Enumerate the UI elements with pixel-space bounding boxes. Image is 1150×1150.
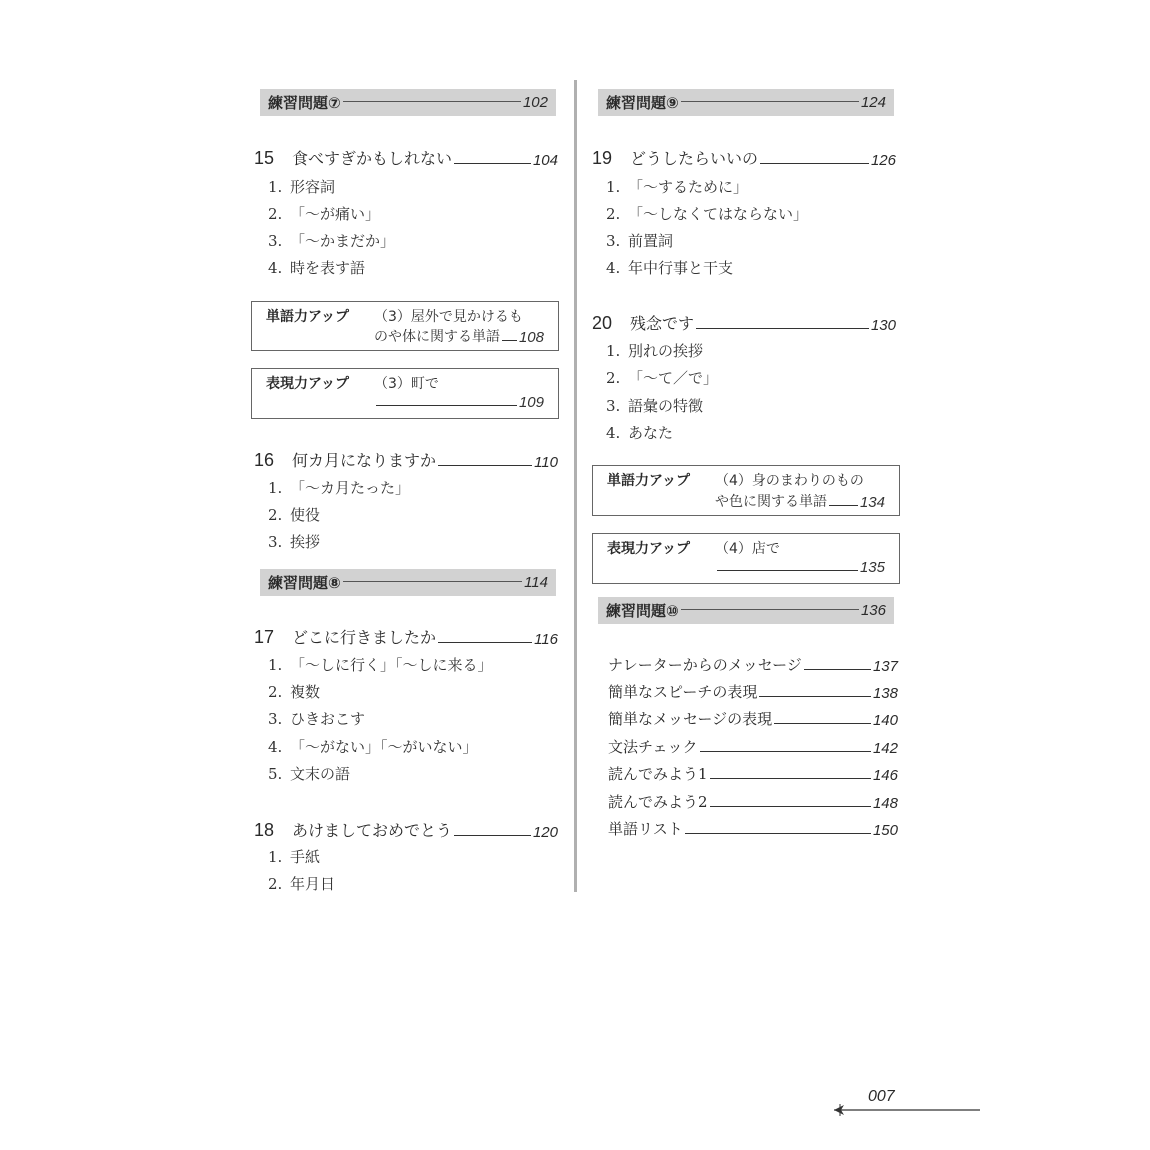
- page-number: 110: [534, 454, 558, 471]
- box-entry-line: や色に関する単語 134: [715, 494, 885, 511]
- chapter-16-heading[interactable]: [254, 448, 558, 471]
- appendix-entry[interactable]: 文法チェック 142: [608, 738, 898, 757]
- list-item: 2. 「～しなくてはならない」: [606, 205, 809, 223]
- list-item: 2. 「～が痛い」: [268, 205, 381, 223]
- list-item: 4. 時を表す語: [268, 259, 366, 277]
- chapter-20-heading[interactable]: [592, 311, 896, 334]
- dot-leader: [696, 328, 869, 329]
- box-text: （4）身のまわりのもの: [715, 473, 864, 489]
- dot-leader: [760, 163, 869, 164]
- page-number: 116: [534, 631, 558, 648]
- chapter-number: 20: [592, 313, 613, 333]
- dot-leader: [454, 163, 531, 164]
- box-text: （3）町で: [374, 376, 439, 392]
- list-item: 4. あなた: [606, 424, 674, 442]
- chapter-15-heading[interactable]: [254, 146, 558, 169]
- list-item: 1. 別れの挨拶: [606, 342, 704, 360]
- page-number: 104: [532, 152, 558, 169]
- chapter-18-heading[interactable]: [254, 818, 558, 841]
- box-entry-line: 109: [374, 394, 544, 411]
- page-number: 126: [870, 152, 896, 169]
- list-item: 2. 「～て／で」: [606, 369, 719, 387]
- appendix-entry[interactable]: 読んでみよう1 146: [608, 765, 898, 784]
- list-item: 3. 「～かまだか」: [268, 232, 396, 250]
- exercise-label: 練習問題⑩: [606, 602, 679, 620]
- exercise-label: 練習問題⑦: [268, 94, 341, 112]
- page-number: 114: [524, 574, 548, 591]
- box-label: 単語力アップ: [607, 473, 691, 489]
- column-divider: [574, 80, 577, 892]
- list-item: 1. 形容詞: [268, 178, 336, 196]
- chapter-title: 何カ月になりますか: [292, 451, 437, 470]
- vocab-up-4-box[interactable]: [592, 465, 900, 516]
- page-number: 136: [860, 602, 886, 619]
- dot-leader: [438, 642, 532, 643]
- list-item: 4. 年中行事と干支: [606, 259, 734, 277]
- chapter-title: 食べすぎかもしれない: [292, 149, 453, 168]
- box-entry-line: のや体に関する単語 108: [374, 329, 544, 346]
- dot-leader: [343, 581, 522, 582]
- list-item: 1. 手紙: [268, 848, 321, 866]
- chapter-title: どうしたらいいの: [630, 149, 759, 168]
- exercise-7-header[interactable]: [260, 89, 556, 116]
- exercise-8-header[interactable]: [260, 569, 556, 596]
- page-number: 124: [860, 94, 886, 111]
- list-item: 4. 「～がない」「～がいない」: [268, 738, 478, 756]
- dot-leader: [454, 835, 531, 836]
- arrow-left-icon: [830, 1088, 982, 1118]
- box-label: 単語力アップ: [266, 309, 350, 325]
- chapter-title: どこに行きましたか: [292, 628, 437, 647]
- appendix-entry[interactable]: 簡単なスピーチの表現 138: [608, 683, 898, 702]
- dot-leader: [438, 465, 532, 466]
- page-number: 130: [870, 317, 896, 334]
- exercise-label: 練習問題⑨: [606, 94, 679, 112]
- dot-leader: [343, 101, 521, 102]
- list-item: 1. 「～するために」: [606, 178, 749, 196]
- list-item: 1. 「～しに行く」「～しに来る」: [268, 656, 493, 674]
- list-item: 3. ひきおこす: [268, 710, 366, 728]
- exercise-10-header[interactable]: [598, 597, 894, 624]
- box-entry-line: 135: [715, 559, 885, 576]
- chapter-number: 19: [592, 148, 613, 168]
- list-item: 2. 使役: [268, 506, 321, 524]
- list-item: 2. 複数: [268, 683, 321, 701]
- chapter-title: あけましておめでとう: [292, 821, 453, 840]
- appendix-entry[interactable]: 簡単なメッセージの表現 140: [608, 710, 898, 729]
- exercise-label: 練習問題⑧: [268, 574, 341, 592]
- chapter-19-heading[interactable]: [592, 146, 896, 169]
- vocab-up-3-box[interactable]: [251, 301, 559, 351]
- page-folio: [830, 1088, 982, 1118]
- box-text: （4）店で: [715, 541, 780, 557]
- appendix-entry[interactable]: 読んでみよう2 148: [608, 793, 898, 812]
- chapter-number: 15: [254, 148, 275, 168]
- list-item: 1. 「～カ月たった」: [268, 479, 411, 497]
- expression-up-3-box[interactable]: [251, 368, 559, 419]
- folio-number: 007: [868, 1088, 895, 1105]
- appendix-entry[interactable]: ナレーターからのメッセージ 137: [608, 656, 898, 675]
- chapter-number: 17: [254, 627, 275, 647]
- chapter-17-heading[interactable]: [254, 625, 558, 648]
- chapter-number: 16: [254, 450, 275, 470]
- box-text: （3）屋外で見かけるも: [374, 309, 523, 325]
- appendix-entry[interactable]: 単語リスト 150: [608, 820, 898, 839]
- chapter-title: 残念です: [630, 314, 695, 333]
- dot-leader: [681, 609, 859, 610]
- exercise-9-header[interactable]: [598, 89, 894, 116]
- list-item: 3. 挨拶: [268, 533, 321, 551]
- list-item: 2. 年月日: [268, 875, 336, 893]
- chapter-number: 18: [254, 820, 275, 840]
- list-item: 3. 語彙の特徴: [606, 397, 704, 415]
- page-number: 102: [522, 94, 548, 111]
- box-label: 表現力アップ: [266, 376, 350, 392]
- dot-leader: [681, 101, 859, 102]
- list-item: 3. 前置詞: [606, 232, 674, 250]
- list-item: 5. 文末の語: [268, 765, 351, 783]
- box-label: 表現力アップ: [607, 541, 691, 557]
- page-number: 120: [532, 824, 558, 841]
- expression-up-4-box[interactable]: [592, 533, 900, 584]
